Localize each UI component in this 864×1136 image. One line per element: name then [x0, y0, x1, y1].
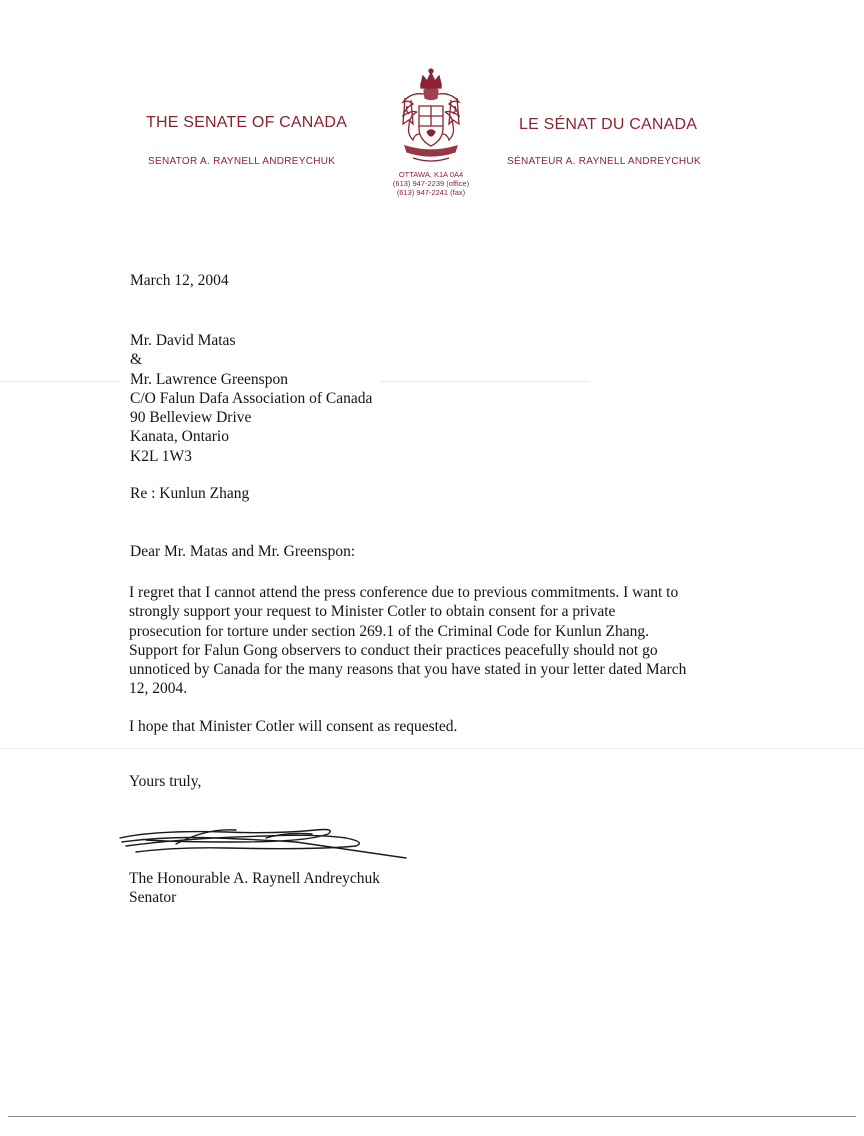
paragraph-line: strongly support your request to Minister Cotler to obtain consent for a private	[129, 603, 616, 621]
recipient-address	[130, 331, 372, 466]
scan-artifact-line	[0, 381, 120, 382]
senator-name-french: SÉNATEUR A. RAYNELL ANDREYCHUK	[507, 156, 701, 167]
recipient-line: Mr. David Matas	[130, 332, 236, 349]
senate-name-french: LE SÉNAT DU CANADA	[519, 116, 698, 133]
signer-name: The Honourable A. Raynell Andreychuk	[129, 870, 380, 887]
subject-line: Re : Kunlun Zhang	[130, 485, 250, 502]
senate-crest-icon	[391, 68, 471, 168]
recipient-line: &	[130, 351, 143, 369]
senate-address: OTTAWA, K1A 0A4	[398, 170, 464, 179]
senate-name-english: THE SENATE OF CANADA	[146, 114, 348, 131]
body-paragraph-2: I hope that Minister Cotler will consent as requested.	[129, 718, 458, 735]
recipient-line: 90 Belleview Drive	[130, 409, 252, 427]
bottom-scan-edge	[8, 1116, 856, 1117]
recipient-line: Kanata, Ontario	[130, 428, 229, 446]
senate-fax: (613) 947-2241 (fax)	[396, 188, 466, 197]
paragraph-line: unnoticed by Canada for the many reasons that you have stated in your letter dated March	[129, 661, 687, 679]
salutation: Dear Mr. Matas and Mr. Greenspon:	[130, 543, 356, 560]
recipient-line: K2L 1W3	[130, 447, 192, 465]
paragraph-line: I regret that I cannot attend the press conference due to previous commitments. I want to	[129, 584, 679, 601]
scan-artifact-line	[380, 381, 590, 382]
senate-office-phone: (613) 947-2239 (office)	[392, 179, 470, 188]
signer-title: Senator	[129, 889, 177, 906]
scan-artifact-line	[0, 748, 864, 749]
paragraph-line: 12, 2004.	[129, 680, 188, 698]
paragraph-line: prosecution for torture under section 269.1 of the Criminal Code for Kunlun Zhang.	[129, 622, 649, 640]
handwritten-signature	[116, 816, 411, 864]
closing: Yours truly,	[129, 773, 202, 790]
senator-name-english: SENATOR A. RAYNELL ANDREYCHUK	[148, 156, 336, 167]
recipient-line: C/O Falun Dafa Association of Canada	[130, 389, 373, 407]
senate-contact-block	[376, 170, 486, 197]
paragraph-line: Support for Falun Gong observers to conduct their practices peacefully should not go	[129, 641, 658, 659]
letter-date: March 12, 2004	[130, 272, 229, 289]
body-paragraph-1	[129, 583, 686, 699]
recipient-line: Mr. Lawrence Greenspon	[130, 370, 288, 388]
